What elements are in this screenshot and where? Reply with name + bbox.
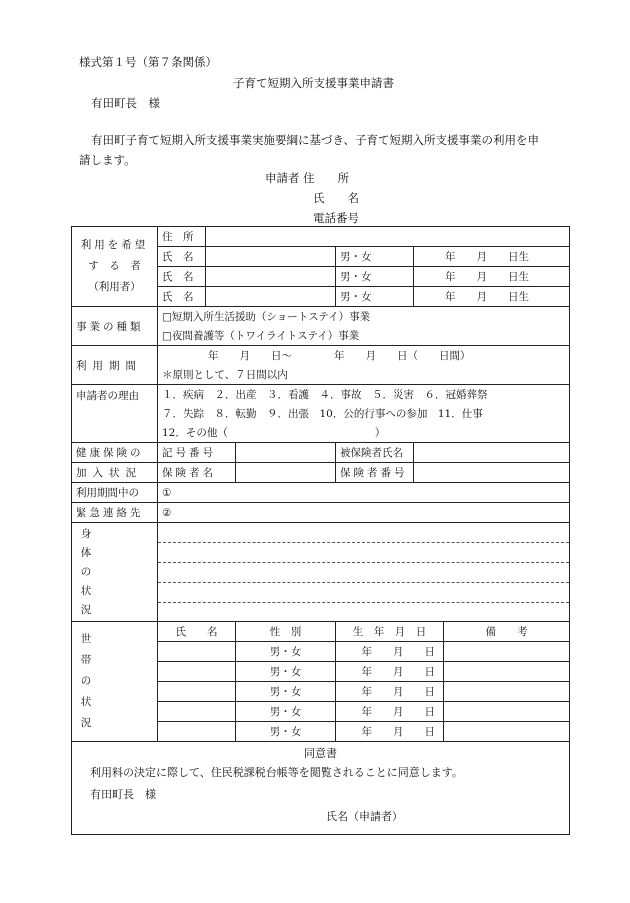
emergency-label-2: 緊急連絡先 bbox=[72, 503, 158, 523]
household-name-field[interactable] bbox=[158, 642, 236, 662]
household-label: 世 帯 の 状 況 bbox=[80, 633, 92, 729]
household-label-cell bbox=[72, 622, 158, 742]
name-label: 氏 名 bbox=[158, 287, 206, 307]
consent-addressee: 有田町長 様 bbox=[90, 788, 156, 801]
household-note-field[interactable] bbox=[444, 662, 570, 682]
household-name-field[interactable] bbox=[158, 702, 236, 722]
applicant-address-label: 申請者 住 所 bbox=[265, 171, 350, 185]
household-birth-field[interactable]: 年 月 日 bbox=[336, 682, 444, 702]
consent-title: 同意書 bbox=[304, 747, 337, 760]
household-name-header: 氏 名 bbox=[158, 622, 236, 642]
household-gender-field[interactable]: 男・女 bbox=[236, 682, 336, 702]
period-label: 利用期間 bbox=[72, 346, 158, 385]
emergency-label: 利用期間中の bbox=[72, 483, 158, 503]
applicant-name-label: 氏 名 bbox=[313, 191, 359, 205]
application-form-table bbox=[71, 226, 570, 835]
page-title: 子育て短期入所支援事業申請書 bbox=[233, 76, 394, 90]
service-short-checkbox[interactable]: □短期入所生活援助（ショートステイ）事業 bbox=[158, 307, 570, 327]
form-number: 様式第１号（第７条関係） bbox=[79, 55, 217, 69]
household-gender-field[interactable]: 男・女 bbox=[236, 702, 336, 722]
reason-label: 申請者の理由 bbox=[72, 385, 158, 443]
consent-signature[interactable]: 氏名（申請者） bbox=[326, 810, 403, 823]
birthdate-field[interactable]: 年 月 日生 bbox=[414, 287, 570, 307]
insurer-field[interactable] bbox=[236, 463, 336, 483]
household-note-field[interactable] bbox=[444, 682, 570, 702]
reason-options-2[interactable]: ７．失踪 ８．転勤 ９．出張 10．公的行事への参加 11．仕事 bbox=[158, 404, 570, 423]
address-label: 住 所 bbox=[158, 227, 206, 247]
emergency-contact-1[interactable]: ① bbox=[158, 483, 570, 503]
consent-text: 利用料の決定に際して、住民税課税台帳等を閲覧されることに同意します。 bbox=[90, 766, 463, 779]
gender-field[interactable]: 男・女 bbox=[336, 267, 414, 287]
name-field[interactable] bbox=[206, 267, 336, 287]
insurance-label-2: 加入状況 bbox=[72, 463, 158, 483]
consent-section bbox=[72, 742, 570, 835]
intro-text: 有田町子育て短期入所支援事業実施要綱に基づき、子育て短期入所支援事業の利用を申 bbox=[91, 133, 540, 147]
user-section-label: 利用を希望 す る 者 （利用者） bbox=[72, 227, 158, 307]
emergency-contact-2[interactable]: ② bbox=[158, 503, 570, 523]
household-name-field[interactable] bbox=[158, 722, 236, 742]
symbol-number-field[interactable] bbox=[236, 443, 336, 463]
gender-field[interactable]: 男・女 bbox=[336, 247, 414, 267]
insurance-label: 健康保険の bbox=[72, 443, 158, 463]
household-name-field[interactable] bbox=[158, 682, 236, 702]
name-field[interactable] bbox=[206, 287, 336, 307]
intro-text-cont: 請します。 bbox=[79, 153, 136, 167]
name-field[interactable] bbox=[206, 247, 336, 267]
household-note-field[interactable] bbox=[444, 702, 570, 722]
body-condition-field[interactable] bbox=[158, 523, 570, 622]
addressee: 有田町長 様 bbox=[91, 96, 160, 110]
insured-name-field[interactable] bbox=[414, 443, 570, 463]
period-field[interactable]: 年 月 日〜 年 月 日（ 日間） bbox=[158, 346, 570, 366]
insurer-number-label: 保険者番号 bbox=[336, 463, 414, 483]
insured-name-label: 被保険者氏名 bbox=[336, 443, 414, 463]
address-field[interactable] bbox=[206, 227, 570, 247]
insurer-label: 保険者名 bbox=[158, 463, 236, 483]
service-twilight-checkbox[interactable]: □夜間養護等（トワイライトステイ）事業 bbox=[158, 326, 570, 346]
insurer-number-field[interactable] bbox=[414, 463, 570, 483]
body-condition-label-cell bbox=[72, 523, 158, 622]
birthdate-field[interactable]: 年 月 日生 bbox=[414, 267, 570, 287]
household-gender-field[interactable]: 男・女 bbox=[236, 662, 336, 682]
applicant-phone-label: 電話番号 bbox=[313, 211, 359, 225]
household-gender-field[interactable]: 男・女 bbox=[236, 722, 336, 742]
household-name-field[interactable] bbox=[158, 662, 236, 682]
name-label: 氏 名 bbox=[158, 267, 206, 287]
body-condition-label: 身 体 の 状 況 bbox=[80, 527, 92, 616]
service-type-label: 事業の種類 bbox=[72, 307, 158, 346]
household-birth-field[interactable]: 年 月 日 bbox=[336, 702, 444, 722]
period-note: ＊原則として、７日間以内 bbox=[158, 365, 570, 385]
household-note-field[interactable] bbox=[444, 642, 570, 662]
symbol-number-label: 記号番号 bbox=[158, 443, 236, 463]
household-birth-field[interactable]: 年 月 日 bbox=[336, 722, 444, 742]
name-label: 氏 名 bbox=[158, 247, 206, 267]
household-note-field[interactable] bbox=[444, 722, 570, 742]
household-birth-field[interactable]: 年 月 日 bbox=[336, 662, 444, 682]
household-gender-header: 性 別 bbox=[236, 622, 336, 642]
birthdate-field[interactable]: 年 月 日生 bbox=[414, 247, 570, 267]
reason-options-1[interactable]: １．疾病 ２．出産 ３．看護 ４．事故 ５．災害 ６．冠婚葬祭 bbox=[158, 385, 570, 405]
reason-options-3[interactable]: 12．その他（ ） bbox=[158, 423, 570, 443]
household-birth-field[interactable]: 年 月 日 bbox=[336, 642, 444, 662]
household-gender-field[interactable]: 男・女 bbox=[236, 642, 336, 662]
household-note-header: 備 考 bbox=[444, 622, 570, 642]
gender-field[interactable]: 男・女 bbox=[336, 287, 414, 307]
household-birth-header: 生 年 月 日 bbox=[336, 622, 444, 642]
